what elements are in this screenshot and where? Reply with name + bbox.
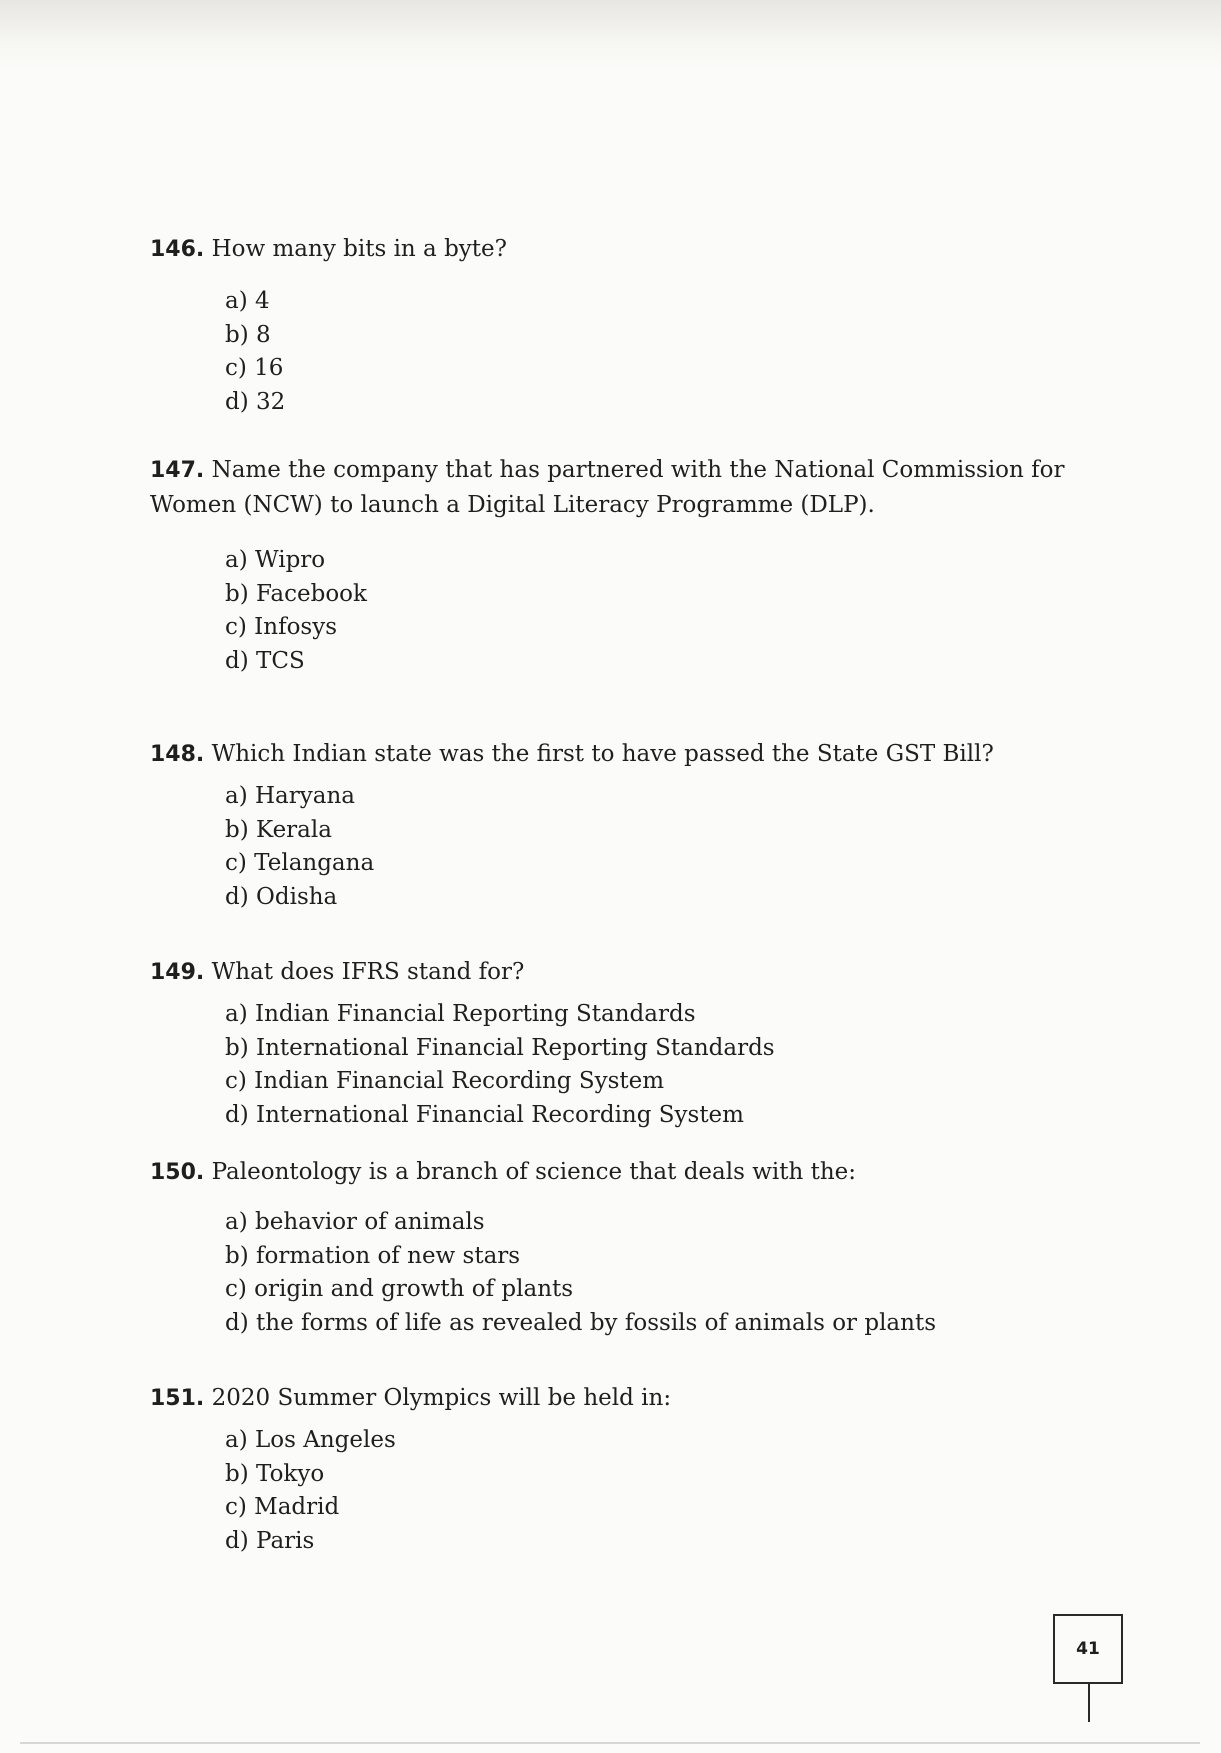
question-number: 151. [150, 1386, 205, 1411]
question-150 [150, 1155, 1130, 1340]
page-number: 41 [1053, 1614, 1123, 1684]
question-147 [150, 453, 1130, 678]
option-a: a) Los Angeles [225, 1427, 396, 1453]
option-a: a) 4 [225, 288, 270, 314]
option-c: c) Telangana [225, 850, 375, 876]
option-b: b) Kerala [225, 816, 332, 843]
question-number: 149. [150, 960, 205, 985]
page-number-stem [1088, 1684, 1090, 1722]
option-a: a) Wipro [225, 547, 326, 573]
option-b: b) Tokyo [225, 1460, 325, 1487]
option-list [150, 1206, 1130, 1340]
option-c: c) origin and growth of plants [225, 1276, 574, 1302]
question-number: 150. [150, 1160, 205, 1185]
question-number: 146. [150, 237, 205, 262]
question-149 [150, 955, 1130, 1132]
question-prompt: Name the company that has partnered with the National Commission for Women (NCW) to launch a Digital Literacy Programme (DLP). [150, 457, 1065, 518]
option-c: c) Madrid [225, 1494, 340, 1520]
option-b: b) Facebook [225, 580, 367, 607]
question-text [150, 232, 1130, 267]
question-148 [150, 737, 1130, 914]
question-prompt: What does IFRS stand for? [211, 959, 525, 985]
question-146 [150, 232, 1130, 419]
option-c: c) 16 [225, 355, 284, 381]
option-a: a) Indian Financial Reporting Standards [225, 1001, 696, 1027]
option-b: b) formation of new stars [225, 1242, 521, 1269]
option-c: c) Indian Financial Recording System [225, 1068, 665, 1094]
question-text [150, 955, 1130, 990]
question-number: 147. [150, 458, 205, 483]
option-d: d) the forms of life as revealed by fossils of animals or plants [225, 1309, 937, 1336]
option-c: c) Infosys [225, 614, 338, 640]
option-list [150, 285, 1130, 419]
option-a: a) behavior of animals [225, 1209, 485, 1235]
option-d: d) Odisha [225, 883, 338, 910]
option-b: b) International Financial Reporting Standards [225, 1034, 775, 1061]
option-d: d) 32 [225, 388, 286, 415]
question-number: 148. [150, 742, 205, 767]
option-list [150, 780, 1130, 914]
question-text [150, 1155, 1130, 1190]
question-prompt: Which Indian state was the first to have passed the State GST Bill? [211, 741, 994, 767]
question-prompt: 2020 Summer Olympics will be held in: [211, 1385, 672, 1411]
question-prompt: How many bits in a byte? [211, 236, 507, 262]
option-d: d) TCS [225, 647, 305, 674]
question-text [150, 1381, 1130, 1416]
question-text [150, 453, 1130, 522]
option-b: b) 8 [225, 321, 271, 348]
question-prompt: Paleontology is a branch of science that deals with the: [211, 1159, 857, 1185]
option-list [150, 998, 1130, 1132]
question-text [150, 737, 1130, 772]
question-151 [150, 1381, 1130, 1558]
option-a: a) Haryana [225, 783, 355, 809]
option-list [150, 1424, 1130, 1558]
option-list [150, 544, 1130, 678]
option-d: d) International Financial Recording System [225, 1101, 744, 1128]
scan-bottom-edge [20, 1742, 1200, 1744]
option-d: d) Paris [225, 1527, 315, 1554]
